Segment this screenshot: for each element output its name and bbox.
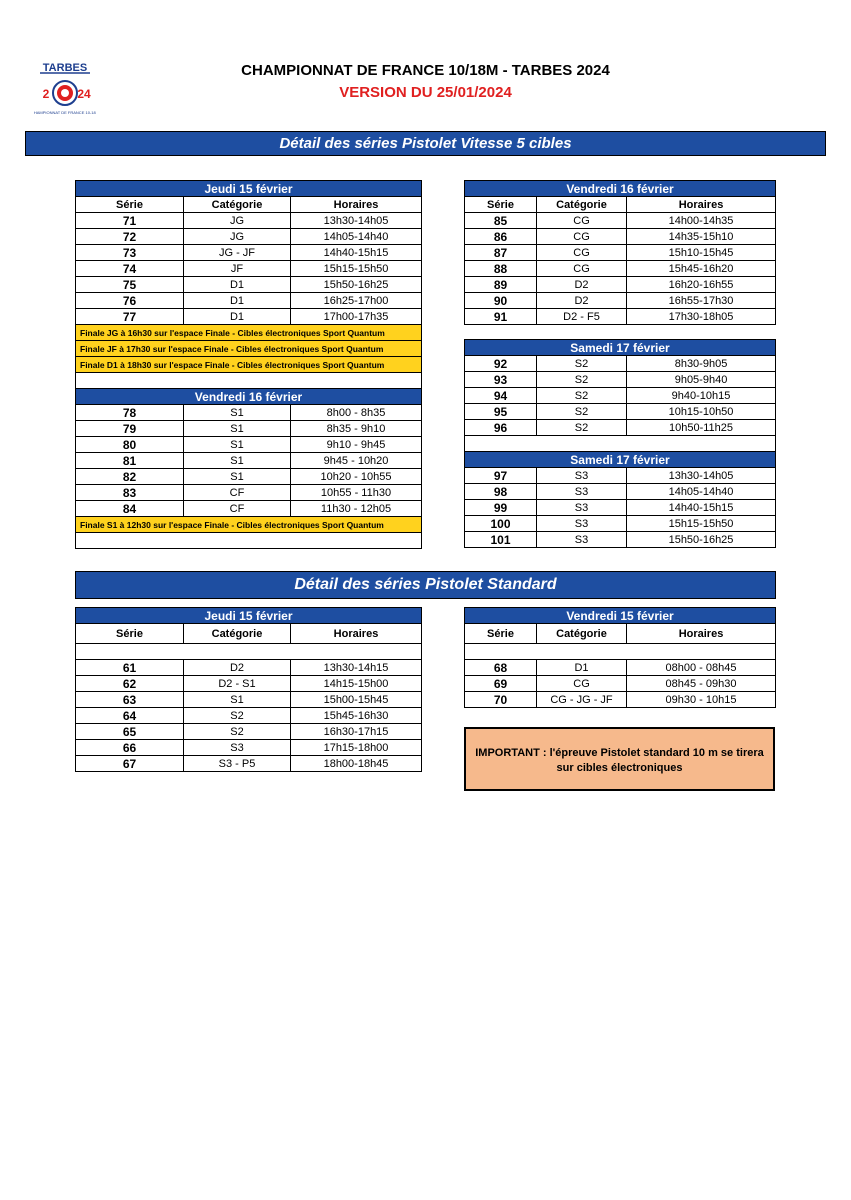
table-row bbox=[465, 500, 776, 516]
svg-text:TARBES: TARBES bbox=[42, 62, 88, 74]
serie-cell: 77 bbox=[76, 309, 184, 325]
serie-cell: 93 bbox=[465, 372, 537, 388]
horaires-cell: 15h15-15h50 bbox=[627, 516, 776, 532]
table-row bbox=[465, 213, 776, 229]
horaires-cell: 17h00-17h35 bbox=[291, 309, 422, 325]
table-row bbox=[76, 261, 422, 277]
table-row bbox=[465, 229, 776, 245]
horaires-cell: 8h35 - 9h10 bbox=[291, 421, 422, 437]
serie-cell: 92 bbox=[465, 356, 537, 372]
categorie-cell: D1 bbox=[537, 660, 627, 676]
important-line-1: IMPORTANT : l'épreuve Pistolet standard 10 m se tirera bbox=[475, 747, 764, 759]
column-header-horaires: Horaires bbox=[291, 624, 422, 644]
categorie-cell: S1 bbox=[184, 437, 291, 453]
serie-cell: 79 bbox=[76, 421, 184, 437]
column-header-serie: Série bbox=[465, 197, 537, 213]
categorie-cell: S2 bbox=[537, 388, 627, 404]
blank-cell bbox=[76, 644, 422, 660]
important-notice bbox=[464, 727, 775, 791]
table-row bbox=[76, 608, 422, 624]
table-row bbox=[465, 404, 776, 420]
day-header: Jeudi 15 février bbox=[76, 181, 422, 197]
serie-cell: 76 bbox=[76, 293, 184, 309]
table-row bbox=[465, 624, 776, 644]
column-header-categorie: Catégorie bbox=[184, 197, 291, 213]
categorie-cell: S2 bbox=[537, 404, 627, 420]
table-row bbox=[76, 405, 422, 421]
serie-cell: 88 bbox=[465, 261, 537, 277]
horaires-cell: 9h45 - 10h20 bbox=[291, 453, 422, 469]
table-row bbox=[465, 644, 776, 660]
categorie-cell: S2 bbox=[184, 708, 291, 724]
serie-cell: 89 bbox=[465, 277, 537, 293]
column-header-categorie: Catégorie bbox=[537, 197, 627, 213]
serie-cell: 81 bbox=[76, 453, 184, 469]
blank-cell bbox=[465, 644, 776, 660]
categorie-cell: S1 bbox=[184, 692, 291, 708]
day-header: Vendredi 16 février bbox=[76, 389, 422, 405]
categorie-cell: S3 bbox=[537, 532, 627, 548]
column-header-serie: Série bbox=[465, 624, 537, 644]
horaires-cell: 13h30-14h15 bbox=[291, 660, 422, 676]
column-header-horaires: Horaires bbox=[627, 624, 776, 644]
vitesse-left-table bbox=[75, 180, 422, 549]
serie-cell: 71 bbox=[76, 213, 184, 229]
table-row bbox=[465, 484, 776, 500]
serie-cell: 97 bbox=[465, 468, 537, 484]
table-row bbox=[465, 532, 776, 548]
categorie-cell: D2 bbox=[537, 277, 627, 293]
horaires-cell: 9h10 - 9h45 bbox=[291, 437, 422, 453]
page-title: CHAMPIONNAT DE FRANCE 10/18M - TARBES 2024 bbox=[241, 62, 610, 79]
serie-cell: 85 bbox=[465, 213, 537, 229]
table-row bbox=[76, 644, 422, 660]
horaires-cell: 18h00-18h45 bbox=[291, 756, 422, 772]
table-row bbox=[465, 420, 776, 436]
horaires-cell: 14h00-14h35 bbox=[627, 213, 776, 229]
categorie-cell: CG bbox=[537, 213, 627, 229]
serie-cell: 96 bbox=[465, 420, 537, 436]
serie-cell: 67 bbox=[76, 756, 184, 772]
table-row bbox=[465, 340, 776, 356]
table-row bbox=[76, 197, 422, 213]
table-row bbox=[465, 261, 776, 277]
column-header-categorie: Catégorie bbox=[184, 624, 291, 644]
column-header-horaires: Horaires bbox=[627, 197, 776, 213]
table-row bbox=[465, 436, 776, 452]
categorie-cell: CF bbox=[184, 485, 291, 501]
categorie-cell: S2 bbox=[537, 356, 627, 372]
finale-note: Finale D1 à 18h30 sur l'espace Finale - Cibles électroniques Sport Quantum bbox=[76, 357, 422, 373]
horaires-cell: 16h20-16h55 bbox=[627, 277, 776, 293]
column-header-serie: Série bbox=[76, 197, 184, 213]
day-header: Samedi 17 février bbox=[465, 340, 776, 356]
categorie-cell: S1 bbox=[184, 421, 291, 437]
horaires-cell: 16h25-17h00 bbox=[291, 293, 422, 309]
categorie-cell: S1 bbox=[184, 453, 291, 469]
horaires-cell: 10h20 - 10h55 bbox=[291, 469, 422, 485]
table-row bbox=[465, 325, 776, 340]
horaires-cell: 8h30-9h05 bbox=[627, 356, 776, 372]
table-row bbox=[76, 213, 422, 229]
table-row bbox=[465, 181, 776, 197]
serie-cell: 82 bbox=[76, 469, 184, 485]
table-row bbox=[76, 501, 422, 517]
day-header: Vendredi 15 février bbox=[465, 608, 776, 624]
day-header: Samedi 17 février bbox=[465, 452, 776, 468]
horaires-cell: 16h30-17h15 bbox=[291, 724, 422, 740]
section-title-standard: Détail des séries Pistolet Standard bbox=[75, 571, 776, 599]
horaires-cell: 14h35-15h10 bbox=[627, 229, 776, 245]
vitesse-right-table bbox=[464, 180, 776, 548]
serie-cell: 83 bbox=[76, 485, 184, 501]
serie-cell: 72 bbox=[76, 229, 184, 245]
svg-text:CHAMPIONNAT DE FRANCE 10-18M: CHAMPIONNAT DE FRANCE 10-18M bbox=[34, 110, 96, 115]
table-row bbox=[76, 309, 422, 325]
svg-text:2: 2 bbox=[42, 87, 50, 101]
table-row bbox=[76, 389, 422, 405]
serie-cell: 75 bbox=[76, 277, 184, 293]
horaires-cell: 16h55-17h30 bbox=[627, 293, 776, 309]
categorie-cell: D2 bbox=[184, 660, 291, 676]
serie-cell: 100 bbox=[465, 516, 537, 532]
serie-cell: 64 bbox=[76, 708, 184, 724]
categorie-cell: CG bbox=[537, 229, 627, 245]
categorie-cell: D1 bbox=[184, 277, 291, 293]
categorie-cell: CG bbox=[537, 261, 627, 277]
serie-cell: 101 bbox=[465, 532, 537, 548]
table-row bbox=[465, 309, 776, 325]
table-row bbox=[76, 437, 422, 453]
table-row bbox=[465, 468, 776, 484]
standard-right-table bbox=[464, 607, 776, 708]
horaires-cell: 15h10-15h45 bbox=[627, 245, 776, 261]
table-row bbox=[76, 325, 422, 341]
table-row bbox=[76, 708, 422, 724]
categorie-cell: D1 bbox=[184, 309, 291, 325]
categorie-cell: CG - JG - JF bbox=[537, 692, 627, 708]
table-row bbox=[465, 356, 776, 372]
categorie-cell: D2 - S1 bbox=[184, 676, 291, 692]
finale-note: Finale JG à 16h30 sur l'espace Finale - Cibles électroniques Sport Quantum bbox=[76, 325, 422, 341]
table-row bbox=[76, 293, 422, 309]
serie-cell: 73 bbox=[76, 245, 184, 261]
day-header: Vendredi 16 février bbox=[465, 181, 776, 197]
table-row bbox=[76, 676, 422, 692]
horaires-cell: 09h30 - 10h15 bbox=[627, 692, 776, 708]
table-row bbox=[76, 692, 422, 708]
serie-cell: 62 bbox=[76, 676, 184, 692]
categorie-cell: D2 bbox=[537, 293, 627, 309]
categorie-cell: D2 - F5 bbox=[537, 309, 627, 325]
horaires-cell: 14h05-14h40 bbox=[627, 484, 776, 500]
table-row bbox=[76, 277, 422, 293]
categorie-cell: S3 bbox=[537, 516, 627, 532]
spacer bbox=[465, 325, 776, 340]
categorie-cell: CG bbox=[537, 245, 627, 261]
table-row bbox=[465, 372, 776, 388]
serie-cell: 78 bbox=[76, 405, 184, 421]
horaires-cell: 9h40-10h15 bbox=[627, 388, 776, 404]
categorie-cell: S3 bbox=[537, 468, 627, 484]
serie-cell: 99 bbox=[465, 500, 537, 516]
horaires-cell: 14h40-15h15 bbox=[291, 245, 422, 261]
important-line-2: sur cibles électroniques bbox=[556, 762, 683, 774]
horaires-cell: 08h00 - 08h45 bbox=[627, 660, 776, 676]
table-row bbox=[76, 181, 422, 197]
serie-cell: 69 bbox=[465, 676, 537, 692]
serie-cell: 63 bbox=[76, 692, 184, 708]
table-row bbox=[465, 660, 776, 676]
categorie-cell: S3 bbox=[184, 740, 291, 756]
horaires-cell: 15h00-15h45 bbox=[291, 692, 422, 708]
serie-cell: 61 bbox=[76, 660, 184, 676]
column-header-horaires: Horaires bbox=[291, 197, 422, 213]
table-row bbox=[76, 341, 422, 357]
categorie-cell: S1 bbox=[184, 469, 291, 485]
table-row bbox=[465, 692, 776, 708]
serie-cell: 70 bbox=[465, 692, 537, 708]
horaires-cell: 15h50-16h25 bbox=[627, 532, 776, 548]
serie-cell: 74 bbox=[76, 261, 184, 277]
serie-cell: 66 bbox=[76, 740, 184, 756]
svg-text:24: 24 bbox=[77, 87, 91, 101]
serie-cell: 84 bbox=[76, 501, 184, 517]
table-row bbox=[76, 469, 422, 485]
horaires-cell: 15h45-16h20 bbox=[627, 261, 776, 277]
serie-cell: 86 bbox=[465, 229, 537, 245]
serie-cell: 94 bbox=[465, 388, 537, 404]
categorie-cell: S3 - P5 bbox=[184, 756, 291, 772]
categorie-cell: S2 bbox=[184, 724, 291, 740]
table-row bbox=[465, 388, 776, 404]
table-row bbox=[76, 485, 422, 501]
horaires-cell: 10h50-11h25 bbox=[627, 420, 776, 436]
table-row bbox=[465, 452, 776, 468]
table-row bbox=[76, 660, 422, 676]
table-row bbox=[76, 229, 422, 245]
table-row bbox=[76, 245, 422, 261]
categorie-cell: JG bbox=[184, 213, 291, 229]
horaires-cell: 15h15-15h50 bbox=[291, 261, 422, 277]
blank-cell bbox=[465, 436, 776, 452]
table-row bbox=[465, 277, 776, 293]
horaires-cell: 10h55 - 11h30 bbox=[291, 485, 422, 501]
horaires-cell: 10h15-10h50 bbox=[627, 404, 776, 420]
horaires-cell: 15h45-16h30 bbox=[291, 708, 422, 724]
horaires-cell: 14h05-14h40 bbox=[291, 229, 422, 245]
categorie-cell: S1 bbox=[184, 405, 291, 421]
table-row bbox=[465, 197, 776, 213]
categorie-cell: JG bbox=[184, 229, 291, 245]
serie-cell: 98 bbox=[465, 484, 537, 500]
table-row bbox=[76, 373, 422, 389]
table-row bbox=[76, 740, 422, 756]
categorie-cell: S3 bbox=[537, 500, 627, 516]
serie-cell: 65 bbox=[76, 724, 184, 740]
horaires-cell: 14h40-15h15 bbox=[627, 500, 776, 516]
categorie-cell: S2 bbox=[537, 420, 627, 436]
table-row bbox=[76, 533, 422, 549]
finale-note: Finale JF à 17h30 sur l'espace Finale - Cibles électroniques Sport Quantum bbox=[76, 341, 422, 357]
table-row bbox=[76, 724, 422, 740]
table-row bbox=[76, 357, 422, 373]
serie-cell: 90 bbox=[465, 293, 537, 309]
table-row bbox=[76, 453, 422, 469]
table-row bbox=[76, 421, 422, 437]
blank-cell bbox=[76, 373, 422, 389]
categorie-cell: D1 bbox=[184, 293, 291, 309]
horaires-cell: 9h05-9h40 bbox=[627, 372, 776, 388]
serie-cell: 68 bbox=[465, 660, 537, 676]
blank-cell bbox=[76, 533, 422, 549]
horaires-cell: 13h30-14h05 bbox=[291, 213, 422, 229]
horaires-cell: 14h15-15h00 bbox=[291, 676, 422, 692]
categorie-cell: CF bbox=[184, 501, 291, 517]
categorie-cell: S3 bbox=[537, 484, 627, 500]
version-date: VERSION DU 25/01/2024 bbox=[339, 84, 512, 101]
column-header-serie: Série bbox=[76, 624, 184, 644]
table-row bbox=[76, 624, 422, 644]
table-row bbox=[465, 608, 776, 624]
serie-cell: 80 bbox=[76, 437, 184, 453]
categorie-cell: CG bbox=[537, 676, 627, 692]
serie-cell: 91 bbox=[465, 309, 537, 325]
standard-left-table bbox=[75, 607, 422, 772]
column-header-categorie: Catégorie bbox=[537, 624, 627, 644]
categorie-cell: JF bbox=[184, 261, 291, 277]
serie-cell: 87 bbox=[465, 245, 537, 261]
horaires-cell: 15h50-16h25 bbox=[291, 277, 422, 293]
horaires-cell: 8h00 - 8h35 bbox=[291, 405, 422, 421]
categorie-cell: JG - JF bbox=[184, 245, 291, 261]
table-row bbox=[465, 676, 776, 692]
horaires-cell: 11h30 - 12h05 bbox=[291, 501, 422, 517]
section-title-vitesse: Détail des séries Pistolet Vitesse 5 cibles bbox=[25, 131, 826, 156]
horaires-cell: 17h15-18h00 bbox=[291, 740, 422, 756]
table-row bbox=[76, 756, 422, 772]
table-row bbox=[76, 517, 422, 533]
horaires-cell: 17h30-18h05 bbox=[627, 309, 776, 325]
day-header: Jeudi 15 février bbox=[76, 608, 422, 624]
serie-cell: 95 bbox=[465, 404, 537, 420]
horaires-cell: 13h30-14h05 bbox=[627, 468, 776, 484]
horaires-cell: 08h45 - 09h30 bbox=[627, 676, 776, 692]
table-row bbox=[465, 245, 776, 261]
finale-note: Finale S1 à 12h30 sur l'espace Finale - Cibles électroniques Sport Quantum bbox=[76, 517, 422, 533]
categorie-cell: S2 bbox=[537, 372, 627, 388]
table-row bbox=[465, 293, 776, 309]
table-row bbox=[465, 516, 776, 532]
